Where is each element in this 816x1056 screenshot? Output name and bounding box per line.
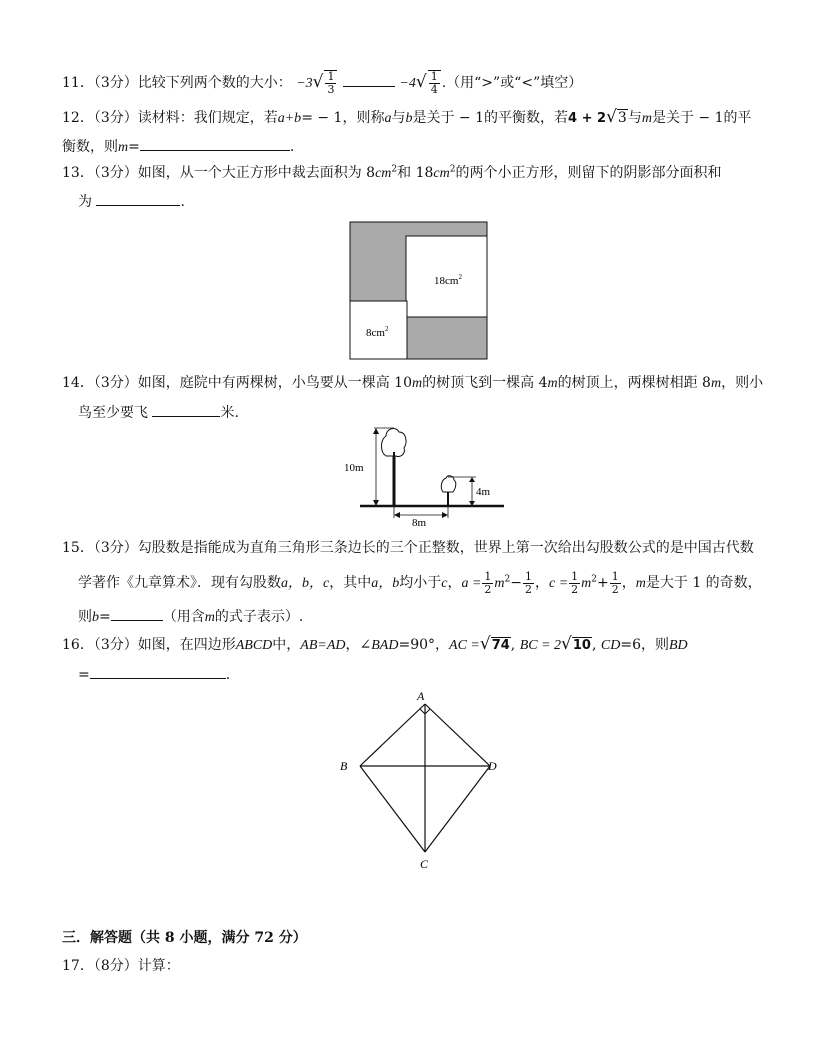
fraction-one-quarter: $\frac{1}{4}$ bbox=[428, 70, 441, 96]
fraction-one-third: $\frac{1}{3}$ bbox=[324, 70, 337, 96]
vertex-C: C bbox=[420, 857, 429, 871]
answer-blank-11[interactable] bbox=[343, 72, 395, 87]
label-4m: 4m bbox=[476, 486, 491, 498]
label-8cm2: $8cm^2$ bbox=[366, 325, 389, 339]
question-14-line1: 14．（3分）如图，庭院中有两棵树，小鸟要从一棵高 10m的树顶飞到一棵高 4m的树顶上，两棵树相距 8m，则小 bbox=[62, 375, 764, 391]
vertex-B: B bbox=[340, 759, 348, 773]
question-15-line2: 学著作《九章算术》．现有勾股数a，b，c，其中a，b均小于c，a = $\frac{1}{2}$ $m^2-$ $\frac{1}{2}$ ，c = $\frac{1}{2}$ $m^2+$ $\frac{1}{2}$ ，m是大于 1 的奇数， bbox=[78, 569, 762, 596]
sqrt-symbol: √ bbox=[312, 72, 324, 92]
answer-blank-12[interactable] bbox=[140, 136, 290, 151]
question-16-line1: 16．（3分）如图，在四边形ABCD中，AB=AD，∠BAD=90°，AC =√74, BC = 2√10, CD=6，则BD bbox=[62, 634, 688, 654]
question-17: 17．（8分）计算： bbox=[62, 958, 180, 974]
figure-squares bbox=[348, 220, 490, 362]
question-14-line2: 鸟至少要飞 米. bbox=[78, 402, 239, 423]
answer-blank-16[interactable] bbox=[90, 664, 226, 679]
figure-quadrilateral bbox=[336, 686, 516, 876]
vertex-A: A bbox=[417, 689, 425, 703]
section-heading: 三．解答题（共 8 小题，满分 72 分） bbox=[62, 930, 307, 946]
question-11: 11．（3分）比较下列两个数的大小： −3√ $\frac{1}{3}$ −4√ $\frac{1}{4}$ .（用“>”或“<”填空） bbox=[62, 70, 583, 96]
label-18cm2: $18cm^2$ bbox=[434, 273, 462, 287]
question-15-line3: 则b= （用含m的式子表示）. bbox=[78, 606, 303, 628]
question-12-line1: 12．（3分）读材料：我们规定，若a+b= − 1，则称a与b是关于 − 1的平衡数，若4 + 2√3与m是关于 − 1的平 bbox=[62, 107, 752, 127]
label-10m: 10m bbox=[344, 462, 364, 474]
answer-blank-13[interactable] bbox=[96, 191, 180, 206]
question-16-line2: = . bbox=[78, 664, 230, 685]
question-12-line2: 衡数，则m= . bbox=[62, 136, 294, 158]
question-13-line1: 13．（3分）如图，从一个大正方形中裁去面积为 $8cm^2$和 $18cm^2$的两个小正方形，则留下的阴影部分面积和 bbox=[62, 164, 722, 181]
figure-trees bbox=[340, 422, 510, 532]
label-8m: 8m bbox=[412, 517, 427, 529]
question-13-line2: 为 . bbox=[78, 191, 185, 212]
answer-blank-15[interactable] bbox=[111, 606, 163, 621]
question-15-line1: 15．（3分）勾股数是指能成为直角三角形三条边长的三个正整数，世界上第一次给出勾股数公式的是中国古代数 bbox=[62, 540, 754, 556]
vertex-D: D bbox=[488, 759, 497, 773]
answer-blank-14[interactable] bbox=[152, 402, 220, 417]
